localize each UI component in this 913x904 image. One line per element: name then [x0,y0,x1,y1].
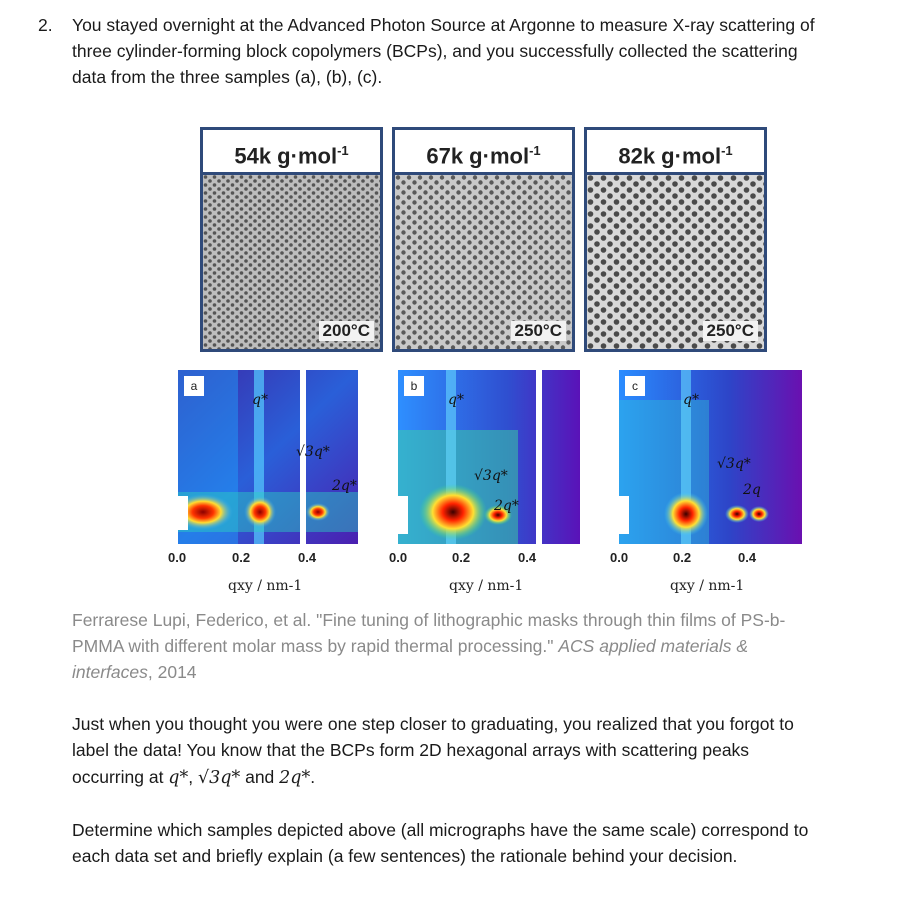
micrograph-temperature: 200°C [319,321,374,341]
micrograph-panel-67k [392,127,575,352]
micrograph-image [395,175,572,349]
scattering-panel-a [178,370,358,544]
para3-line-1: Determine which samples depicted above (all micrographs have the same scale) correspond to [72,820,809,840]
scattering-panel-c [619,370,802,544]
peak-label-2q: 2q* [494,498,519,514]
micrograph-image [203,175,380,349]
micrograph-temperature: 250°C [703,321,758,341]
peak-label-2q: 2q* [332,478,357,494]
citation-line-1: Ferrarese Lupi, Federico, et al. "Fine tuning of lithographic masks through thin films of PS-b- [72,610,786,630]
tick-a-2: 0.4 [298,550,317,565]
para3-line-2: each data set and briefly explain (a few sentences) the rationale behind your decision. [72,846,738,866]
para2-line-2: label the data! You know that the BCPs form 2D hexagonal arrays with scattering peaks [72,740,750,760]
peak-label-sqrt3q: √3q* [474,468,508,484]
tick-c-0: 0.0 [610,550,629,565]
micrograph-panel-54k [200,127,383,352]
micrograph-title: 82k g·mol$^{-1}$ [587,130,764,175]
micrograph-temperature: 250°C [511,321,566,341]
panel-letter: c [625,376,645,396]
para2-line-1: Just when you thought you were one step closer to graduating, you realized that you forgot to [72,714,794,734]
micrograph-panel-82k [584,127,767,352]
tick-b-1: 0.2 [452,550,471,565]
peak-label-q: q* [252,392,268,408]
micrograph-title: 54k g·mol$^{-1}$ [203,130,380,175]
tick-b-2: 0.4 [518,550,537,565]
xlabel-c: qxy / nm-1 [670,578,745,594]
peak-label-q: q* [683,392,699,408]
peak-label-q: q* [448,392,464,408]
peak-label-sqrt3q: √3q* [296,444,330,460]
micrograph-figure [200,127,767,352]
tick-a-1: 0.2 [232,550,251,565]
para2-line-3: occurring at q*, √3q* and 2q*. [72,767,316,788]
scattering-panel-b [398,370,580,544]
intro-line-1: You stayed overnight at the Advanced Photon Source at Argonne to measure X-ray scattering of [72,15,815,35]
tick-c-1: 0.2 [673,550,692,565]
peak-label-2q: 2q [743,482,761,498]
micrograph-image [587,175,764,349]
intro-line-3: data from the three samples (a), (b), (c). [72,67,383,87]
citation-line-2: PMMA with different molar mass by rapid thermal processing." ACS applied materials & [72,636,749,656]
intro-line-2: three cylinder-forming block copolymers (BCPs), and you successfully collected the scattering [72,41,798,61]
xlabel-a: qxy / nm-1 [228,578,303,594]
micrograph-title: 67k g·mol$^{-1}$ [395,130,572,175]
tick-c-2: 0.4 [738,550,757,565]
peak-label-sqrt3q: √3q* [717,456,751,472]
panel-letter: b [404,376,424,396]
question-number: 2. [38,15,53,35]
xlabel-b: qxy / nm-1 [449,578,524,594]
tick-a-0: 0.0 [168,550,187,565]
tick-b-0: 0.0 [389,550,408,565]
citation-line-3: interfaces, 2014 [72,662,197,682]
panel-letter: a [184,376,204,396]
